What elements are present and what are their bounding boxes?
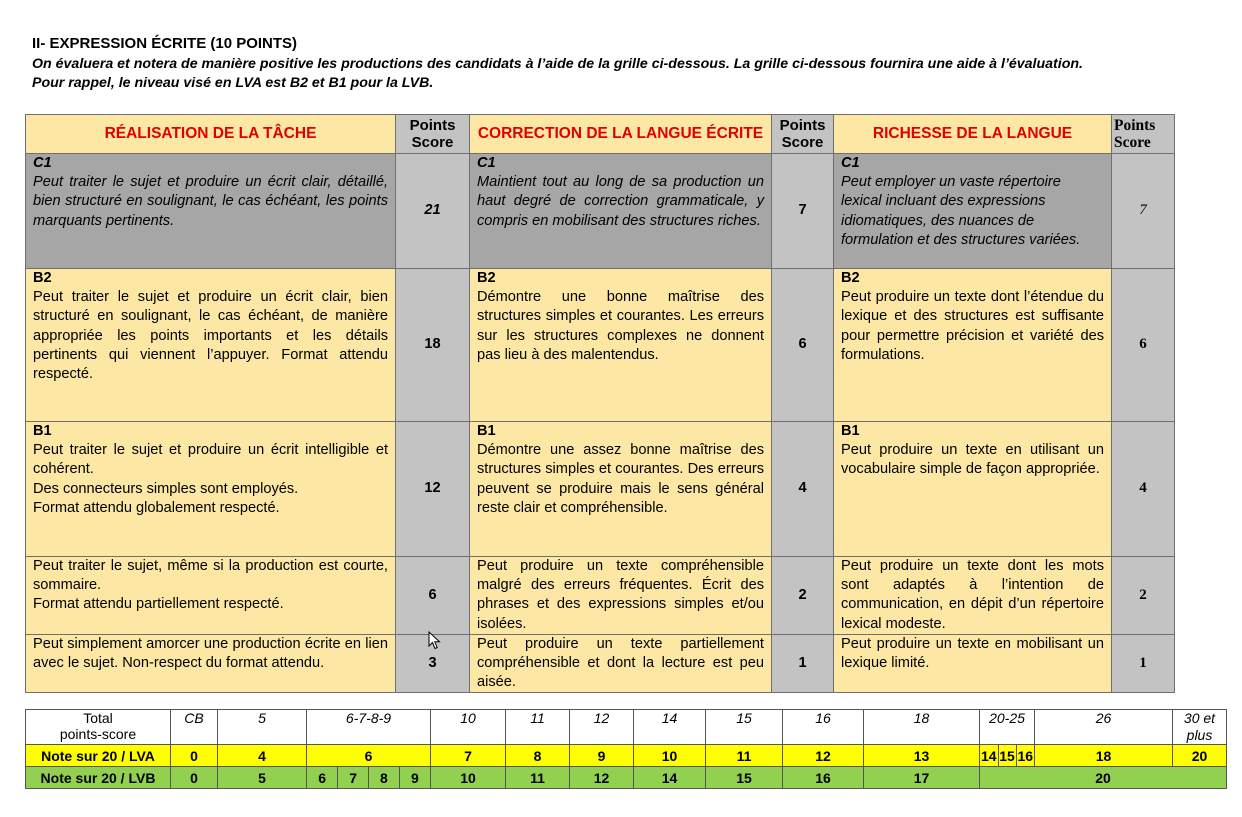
lvb-row bbox=[26, 767, 1227, 789]
lvb-label: Note sur 20 / LVB bbox=[26, 767, 171, 789]
b2-correction-cell bbox=[470, 269, 772, 422]
c1-tache-text: Peut traiter le sujet et produire un écrit clair, détaillé, bien structuré en soulignant, le cas échéant, les points marquants pertinents. bbox=[33, 174, 388, 229]
b1-richesse-cell bbox=[834, 422, 1112, 557]
b2-correction-text: Démontre une bonne maîtrise des structures simples et courantes. Les erreurs sur les structures complexes ne donnent pas lieu à des malentendus. bbox=[477, 289, 764, 363]
b1-correction-points: 4 bbox=[772, 422, 834, 557]
lva-cell: 15 bbox=[998, 745, 1016, 766]
row5-tache-points: 3 bbox=[396, 634, 470, 693]
b1-tache-text-a: Peut traiter le sujet et produire un écrit intelligible et cohérent. bbox=[33, 442, 388, 478]
row4-richesse-points: 2 bbox=[1112, 557, 1175, 635]
level-label: B2 bbox=[841, 270, 860, 286]
c1-tache-points: 21 bbox=[396, 154, 470, 269]
lva-label: Note sur 20 / LVA bbox=[26, 745, 171, 767]
lvb-cell: 20 bbox=[980, 767, 1227, 789]
row4-correction-points: 2 bbox=[772, 557, 834, 635]
intro-line-2: Pour rappel, le niveau visé en LVA est B2 et B1 pour la LVB. bbox=[32, 75, 434, 91]
lvb-cell: 10 bbox=[431, 767, 506, 789]
grid-row-4 bbox=[26, 557, 1175, 635]
row5-richesse-text: Peut produire un texte en mobilisant un lexique limité. bbox=[841, 635, 1104, 672]
lvb-cell: 5 bbox=[218, 767, 307, 789]
total-cell: 10 bbox=[431, 710, 506, 745]
c1-correction-cell bbox=[470, 154, 772, 269]
total-cell: 26 bbox=[1035, 710, 1173, 745]
total-cell: 30 et plus bbox=[1173, 710, 1227, 745]
section-heading: II- EXPRESSION ÉCRITE (10 POINTS) bbox=[32, 35, 298, 52]
total-cell: 20-25 bbox=[980, 710, 1035, 745]
grid-row-c1 bbox=[26, 154, 1175, 269]
level-label: C1 bbox=[477, 155, 496, 171]
c1-correction-text: Maintient tout au long de sa production un haut degré de correction grammaticale, y compris en mobilisant des structures riches. bbox=[477, 174, 764, 229]
grid-row-5 bbox=[26, 634, 1175, 693]
lva-cell: 16 bbox=[1016, 745, 1034, 766]
row4-correction-cell bbox=[470, 557, 772, 635]
lva-cell: 20 bbox=[1173, 745, 1227, 767]
total-points-label: Total points-score bbox=[26, 710, 171, 745]
b2-richesse-cell bbox=[834, 269, 1112, 422]
lvb-cell: 17 bbox=[864, 767, 980, 789]
lvb-cell: 11 bbox=[506, 767, 570, 789]
total-cell: 6-7-8-9 bbox=[307, 710, 431, 745]
lvb-cell: 6 bbox=[307, 767, 338, 788]
lva-cell: 4 bbox=[218, 745, 307, 767]
row5-richesse-cell bbox=[834, 634, 1112, 693]
header-points-score-2: Points Score bbox=[772, 115, 834, 154]
c1-tache-cell bbox=[26, 154, 396, 269]
mouse-pointer-icon bbox=[428, 631, 442, 651]
row5-correction-cell bbox=[470, 634, 772, 693]
level-label: B2 bbox=[477, 270, 496, 286]
b1-richesse-points: 4 bbox=[1112, 422, 1175, 557]
b2-tache-points: 18 bbox=[396, 269, 470, 422]
total-cell: 11 bbox=[506, 710, 570, 745]
row4-tache-text-b: Format attendu partiellement respecté. bbox=[33, 596, 284, 613]
b1-tache-text-c: Format attendu globalement respecté. bbox=[33, 499, 280, 516]
c1-richesse-text: Peut employer un vaste répertoire lexical incluant des expressions idiomatiques, des nuances de formulation et des structures variées. bbox=[841, 174, 1081, 248]
grid-row-b2 bbox=[26, 269, 1175, 422]
header-points-score-1: Points Score bbox=[396, 115, 470, 154]
conversion-table bbox=[25, 709, 1227, 789]
lvb-cell-split bbox=[307, 767, 431, 789]
header-richesse-langue: RICHESSE DE LA LANGUE bbox=[834, 115, 1112, 154]
header-correction-langue: CORRECTION DE LA LANGUE ÉCRITE bbox=[470, 115, 772, 154]
total-cell: 5 bbox=[218, 710, 307, 745]
lva-cell: 6 bbox=[307, 745, 431, 767]
total-cell: CB bbox=[171, 710, 218, 745]
b2-tache-cell bbox=[26, 269, 396, 422]
total-cell: 18 bbox=[864, 710, 980, 745]
lvb-cell: 15 bbox=[706, 767, 783, 789]
row4-richesse-text: Peut produire un texte dont les mots sont adaptés à l’intention de communication, en dépit d’un répertoire lexical modeste. bbox=[841, 558, 1104, 632]
lvb-cell: 8 bbox=[369, 767, 400, 788]
lva-row bbox=[26, 745, 1227, 767]
row5-correction-text: Peut produire un texte partiellement compréhensible et dont la lecture est peu aisée. bbox=[477, 635, 764, 691]
row5-correction-points: 1 bbox=[772, 634, 834, 693]
level-label: B1 bbox=[841, 423, 860, 439]
b2-tache-text: Peut traiter le sujet et produire un écrit clair, bien structuré en soulignant, le cas échéant, de manière appropriée les points importants et les détails pertinents qui viennent l’appuyer. Format attendu respecté. bbox=[33, 289, 388, 383]
lva-cell: 7 bbox=[431, 745, 506, 767]
row4-tache-text-a: Peut traiter le sujet, même si la production est courte, sommaire. bbox=[33, 558, 388, 594]
header-realisation-tache: RÉALISATION DE LA TÂCHE bbox=[26, 115, 396, 154]
total-cell: 15 bbox=[706, 710, 783, 745]
level-label: B1 bbox=[477, 423, 496, 439]
row4-tache-points: 6 bbox=[396, 557, 470, 635]
header-points-score-3: Points Score bbox=[1112, 115, 1175, 154]
lva-cell: 10 bbox=[634, 745, 706, 767]
lva-cell: 18 bbox=[1035, 745, 1173, 767]
b1-richesse-text: Peut produire un texte en utilisant un vocabulaire simple de façon appropriée. bbox=[841, 442, 1104, 478]
lva-cell: 14 bbox=[980, 745, 998, 766]
c1-richesse-cell bbox=[834, 154, 1112, 269]
grid-header-row bbox=[26, 115, 1175, 154]
lvb-cell: 14 bbox=[634, 767, 706, 789]
row4-richesse-cell bbox=[834, 557, 1112, 635]
total-cell: 12 bbox=[570, 710, 634, 745]
lva-cell-split bbox=[980, 745, 1035, 767]
b1-tache-cell bbox=[26, 422, 396, 557]
lva-cell: 12 bbox=[783, 745, 864, 767]
total-points-row bbox=[26, 710, 1227, 745]
grid-row-b1 bbox=[26, 422, 1175, 557]
lvb-cell: 16 bbox=[783, 767, 864, 789]
total-cell: 14 bbox=[634, 710, 706, 745]
b1-correction-text: Démontre une assez bonne maîtrise des structures simples et courantes. Des erreurs peuvent se produire mais le sens général reste clair et compréhensible. bbox=[477, 442, 764, 516]
lva-cell: 8 bbox=[506, 745, 570, 767]
total-cell: 16 bbox=[783, 710, 864, 745]
b2-richesse-text: Peut produire un texte dont l’étendue du lexique et des structures est suffisante pour permettre précision et variété des formulations. bbox=[841, 289, 1104, 363]
c1-correction-points: 7 bbox=[772, 154, 834, 269]
lva-cell: 0 bbox=[171, 745, 218, 767]
row5-tache-text: Peut simplement amorcer une production écrite en lien avec le sujet. Non-respect du format attendu. bbox=[33, 635, 388, 672]
lva-cell: 9 bbox=[570, 745, 634, 767]
level-label: B1 bbox=[33, 423, 52, 439]
lvb-cell: 0 bbox=[171, 767, 218, 789]
c1-richesse-points: 7 bbox=[1112, 154, 1175, 269]
evaluation-grid bbox=[25, 114, 1175, 693]
b2-richesse-points: 6 bbox=[1112, 269, 1175, 422]
b1-tache-points: 12 bbox=[396, 422, 470, 557]
row5-richesse-points: 1 bbox=[1112, 634, 1175, 693]
row4-tache-cell bbox=[26, 557, 396, 635]
row4-correction-text: Peut produire un texte compréhensible malgré des erreurs fréquentes. Écrit des phrases et des expressions simples et/ou isolées. bbox=[477, 558, 764, 632]
lvb-cell: 9 bbox=[399, 767, 430, 788]
lvb-cell: 12 bbox=[570, 767, 634, 789]
intro-line-1: On évaluera et notera de manière positive les productions des candidats à l’aide de la grille ci-dessous. La grille ci-dessous fournira une aide à l’évaluation. bbox=[32, 56, 1083, 72]
b2-correction-points: 6 bbox=[772, 269, 834, 422]
lva-cell: 13 bbox=[864, 745, 980, 767]
level-label: C1 bbox=[841, 155, 860, 171]
level-label: C1 bbox=[33, 155, 52, 171]
b1-correction-cell bbox=[470, 422, 772, 557]
b1-tache-text-b: Des connecteurs simples sont employés. bbox=[33, 480, 299, 497]
row5-tache-cell bbox=[26, 634, 396, 693]
level-label: B2 bbox=[33, 270, 52, 286]
intro-text bbox=[32, 55, 1232, 93]
lva-cell: 11 bbox=[706, 745, 783, 767]
lvb-cell: 7 bbox=[338, 767, 369, 788]
